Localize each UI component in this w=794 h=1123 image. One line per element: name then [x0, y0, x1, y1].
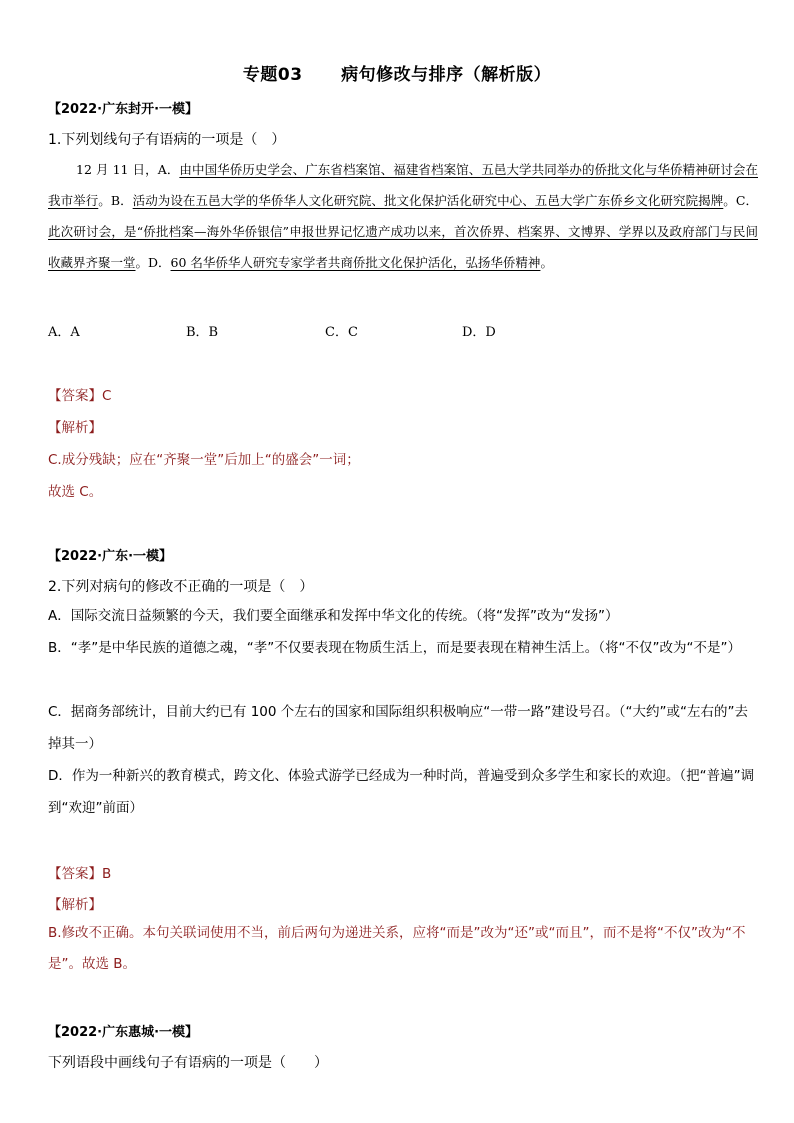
- passage-text: 12 月 11 日，A．: [76, 162, 180, 177]
- passage-text: 。D．: [135, 255, 171, 270]
- q1-analysis-label: 【解析】: [48, 420, 102, 436]
- q2-answer: 【答案】B: [48, 866, 112, 882]
- underlined-sentence-c: 此次研讨会，是“侨批档案—海外华侨银信”申报世界记忆遗产成功以来，首次侨界、档案界、文博界、学界以及政府部门与民间收藏界齐聚一堂: [48, 224, 758, 270]
- q3-source: 【2022·广东惠城·一模】: [48, 1025, 199, 1040]
- q1-conclusion: 故选 C。: [48, 484, 103, 500]
- underlined-sentence-d: 60 名华侨华人研究专家学者共商侨批文化保护活化，弘扬华侨精神: [170, 255, 541, 270]
- q2-option-a: A．国际交流日益频繁的今天，我们要全面继承和发挥中华文化的传统。（将“发挥”改为“发扬”）: [48, 608, 619, 624]
- q3-question: 下列语段中画线句子有语病的一项是（ ）: [48, 1055, 328, 1071]
- passage-text: 。B．: [98, 193, 133, 208]
- q2-analysis-label: 【解析】: [48, 897, 102, 913]
- q2-option-c: C．据商务部统计，目前大约已有 100 个左右的国家和国际组织积极响应“一带一路”建设号召。（“大约”或“左右的”去掉其一）: [48, 704, 748, 752]
- q2-explanation: B.修改不正确。本句关联词使用不当，前后两句为递进关系，应将“而是”改为“还”或“而且”，而不是将“不仅”改为“不是”。故选 B。: [48, 925, 746, 972]
- page-title: 专题03 病句修改与排序（解析版）: [242, 65, 552, 85]
- q1-explanation: C.成分残缺；应在“齐聚一堂”后加上“的盛会”一词；: [48, 452, 360, 468]
- option-a: A．A: [48, 325, 80, 340]
- q2-option-b: B．“孝”是中华民族的道德之魂，“孝”不仅要表现在物质生活上，而是要表现在精神生活上。（将“不仅”改为“不是”）: [48, 640, 741, 656]
- q2-option-d: D．作为一种新兴的教育模式，跨文化、体验式游学已经成为一种时尚，普遍受到众多学生和家长的欢迎。（把“普遍”调到“欢迎”前面）: [48, 768, 755, 816]
- q1-question: 1.下列划线句子有语病的一项是（ ）: [48, 132, 286, 148]
- q1-source: 【2022·广东封开·一模】: [48, 102, 199, 117]
- underlined-sentence-b: 活动为设在五邑大学的华侨华人文化研究院、批文化保护活化研究中心、五邑大学广东侨乡文化研究院揭牌: [132, 193, 724, 208]
- q2-question: 2.下列对病句的修改不正确的一项是（ ）: [48, 579, 314, 595]
- q2-source: 【2022·广东·一模】: [48, 549, 173, 564]
- option-c: C．C: [325, 325, 358, 340]
- passage-text: 。: [540, 255, 553, 270]
- q1-passage: [48, 154, 758, 278]
- q1-answer: 【答案】C: [48, 388, 112, 404]
- underlined-sentence-a: 由中国华侨历史学会、广东省档案馆、福建省档案馆、五邑大学共同举办的侨批文化与华侨精神研讨会在我市举行: [48, 162, 758, 208]
- option-d: D．D: [462, 325, 496, 340]
- q1-options: [48, 321, 758, 341]
- passage-text: 。C．: [723, 193, 758, 208]
- option-b: B．B: [186, 325, 219, 340]
